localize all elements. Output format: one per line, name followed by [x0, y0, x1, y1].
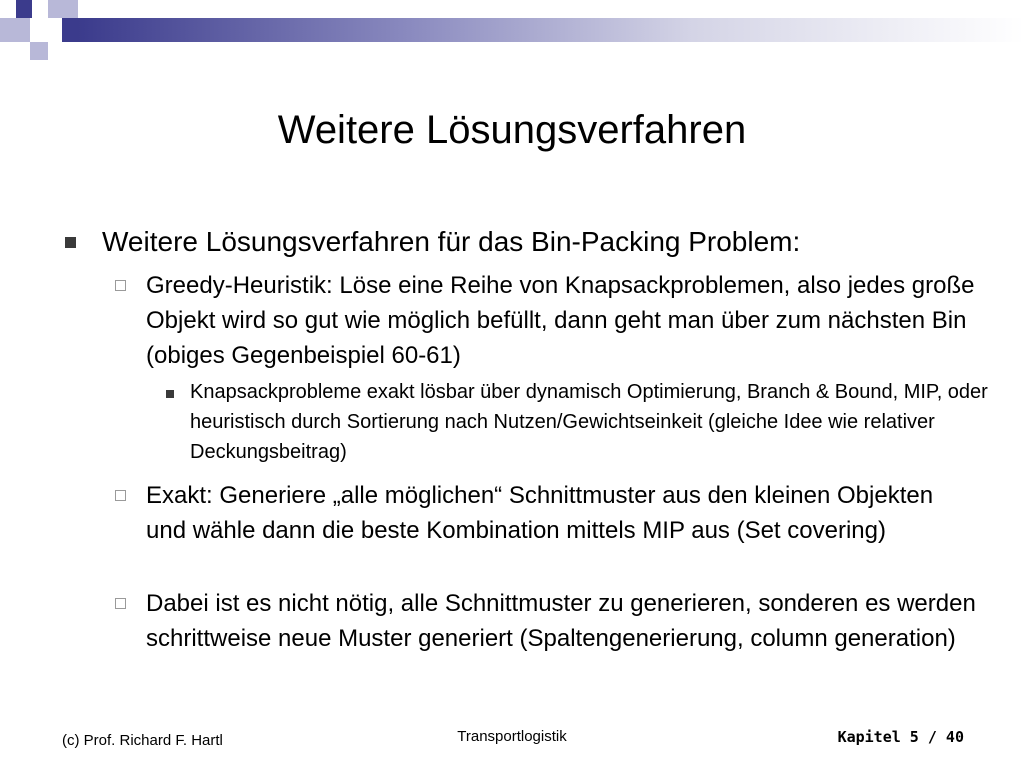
bullet-exakt: Exakt: Generiere „alle möglichen“ Schnittmuster aus den kleinen Objekten und wähle dann die beste Kombination mittels MIP aus (Set covering) — [146, 482, 934, 544]
footer-course: Transportlogistik — [457, 728, 567, 745]
bullet-level1: Weitere Lösungsverfahren für das Bin-Packing Problem: — [102, 226, 801, 257]
hollow-square-bullet-icon — [115, 280, 126, 291]
bullet-dabei: Dabei ist es nicht nötig, alle Schnittmuster zu generieren, sonderen es werden schrittweise neue Muster generiert (Spaltengenerierung, column generation) — [146, 590, 976, 652]
slide-title: Weitere Lösungsverfahren — [277, 108, 747, 152]
small-square-bullet-icon — [166, 390, 174, 398]
square-bullet-icon — [65, 237, 76, 248]
footer-chapter: Kapitel 5 / 40 — [837, 728, 964, 746]
bullet-knapsack: Knapsackprobleme exakt lösbar über dynamisch Optimierung, Branch & Bound, MIP, oder heuristisch durch Sortierung nach Nutzen/Gewichtseinkeit (gleiche Idee wie relativer Deckungsbeitrag) — [190, 381, 988, 463]
hollow-square-bullet-icon — [115, 598, 126, 609]
bullet-greedy: Greedy-Heuristik: Löse eine Reihe von Knapsackproblemen, also jedes große Objekt wird so gut wie möglich befüllt, dann geht man über zum nächsten Bin (obiges Gegenbeispiel 60-61) — [146, 272, 975, 369]
footer-author: (c) Prof. Richard F. Hartl — [62, 732, 223, 749]
hollow-square-bullet-icon — [115, 490, 126, 501]
